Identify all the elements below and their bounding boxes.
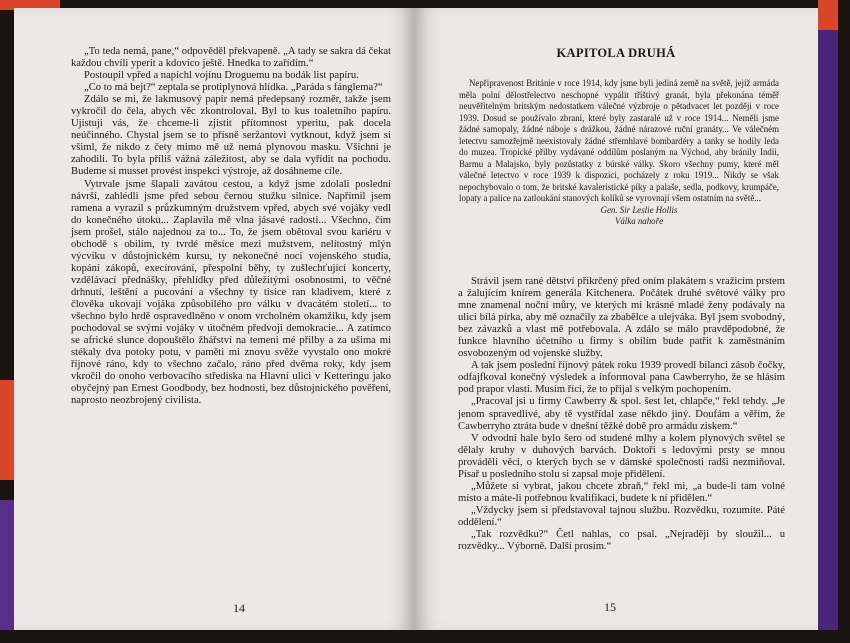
- paragraph: A tak jsem poslední říjnový pátek roku 1939 provedl bilanci zásob čočky, odfajfkoval konečný výsledek a informoval pana Cawberryho, že se hlásím pod prapor vlasti. Musím říci, že to přijal s velkým pochopením.: [458, 360, 785, 396]
- epigraph: [459, 78, 779, 228]
- paragraph: „Vždycky jsem si představoval tajnou službu. Rozvědku, rozumíte. Páté oddělení.“: [458, 504, 785, 528]
- cover-right-purple-edge: [818, 30, 838, 630]
- paragraph: Strávil jsem rané dětství přikrčený před oním plakátem s vražicím prstem a žalujícím knírem generála Kitchenera. Počátek druhé světové války pro mne znamenal noční můry, ve kterých mi krásné mladé ženy podávaly na ulici bílá pírka, aby mě označily za zbabělce a ulejváka. Byl jsem svobodný, bez závazků a vlast mě potřebovala. A zdálo se málo pravděpodobné, že funkce hlavního účetního u firmy s obilím bude patřit k zaměstnáním osvobozeným od vojenské služby.: [458, 276, 785, 360]
- paragraph: „Tak rozvědku?“ Četl nahlas, co psal. „Nejraději by sloužil... u rozvědky... Výborně. Další prosím.“: [458, 528, 785, 553]
- paragraph: „Pracoval jsi u firmy Cawberry & spol. šest let, chlapče,“ řekl tehdy. „Je jenom spravedlivé, aby tě vystřídal zase někdo jiný. Doufám a věřím, že Cawberryho ztráta bude v dnešní těžké době pro armádu ziskem.“: [458, 396, 785, 432]
- page-number-right: 15: [604, 600, 616, 614]
- paragraph: Vytrvale jsme šlapali zavátou cestou, a když jsme zdolali poslední návrší, zahlédli jsme před sebou černou stužku silnice. Napřímil jsem ramena a vyrazil s průzkumným družstvem vpřed, abych své vojáky vedl do konečného útoku... Zaplavila mě vlna jásavé radosti... Všechno, čím jsem prošel, stálo najednou za to... To, že jsem obětoval svou kariéru v obchodě s obilím, ty tvrdé měsíce mezi mužstvem, nelítostný mlýn výcviku v důstojnickém kursu, ty nekonečné noci vojenského studia, kopání zákopů, execírování, přespolní běhy, ty zušlechťující koncerty, vzdělávací přednášky, přehlídky před důležitými osobnostmi, to věčné drhnutí, leštění a pucování a všechny ty tisíce ran kladivem, které z člověka ukovají vojáka způsobilého pro válku v dvacátém století... to všechno bylo hrdě ospravedlněno v onom vrcholném okamžiku, kdy jsem pochodoval se svými vojáky v útočném předvoji demokracie... A zatímco se africké slunce dopouštělo žhářství na temeni mé přilby a za ušima mi stékaly dva potoky potu, v paměti mi znovu svěže vyvstalo ono mokré říjnové ráno, kdy to všechno začalo, ráno před dvěma roky, kdy jsem vkročil do onoho verbovacího střediska na Hlavní ulici v Ketteringu jako obyčejný pan Ernest Goodbody, bez hodnosti, bez důstojnického pověření, naprosto neozbrojený civilista.: [71, 178, 391, 407]
- paragraph: V odvodní hale bylo šero od studené mlhy a kolem plynových světel se dělaly kruhy v duhových barvách. Doktoři s ledovými prsty se mnou prováděli věci, o kterých bych se v dámské společnosti radši nezmiňoval. Písař u posledního stolu si zapsal moje přidělení.: [458, 432, 785, 480]
- epigraph-source: Válka nahoře: [614, 216, 664, 226]
- cover-right-red-edge: [818, 0, 838, 30]
- paragraph: Zdálo se mi, že lakmusový papír nemá předepsaný rozměr, takže jsem vykročil do čela, abych věc zkontroloval. Byl to kus toaletního papíru. Ujistuji vás, že chceme-li zjistit přítomnost yperitu, pak docela neúčinného. Chystal jsem se to přísně seržantovi vytknout, když jsem si všiml, že nikdo z čety mimo mě už nemá plynovou masku. Všichni je zahodili. To byla příliš vážná záležitost, aby se dala vyřídit na pochodu. Budeme si musset provést inspekci výstroje, až dosáhneme cíle.: [71, 94, 391, 178]
- epigraph-author: Gen. Sir Leslie Hollis: [600, 204, 678, 215]
- left-page: [14, 8, 414, 630]
- chapter-title: KAPITOLA DRUHÁ: [556, 46, 676, 60]
- left-page-text: [71, 46, 391, 407]
- paragraph: „To teda nemá, pane,“ odpověděl překvapeně. „A tady se sakra dá čekat každou chvíli yperit a kdovíco ještě. Hnedka to zařídím.“: [71, 46, 391, 70]
- right-page-text: [458, 276, 785, 553]
- paragraph: „Co to má bejt?“ zeptala se protiplynová hlídka. „Paráda s fánglema?“: [84, 82, 383, 94]
- right-page: [414, 8, 818, 630]
- paragraph: „Můžete si vybrat, jakou chcete zbraň,“ řekl mi, „a bude-li tam volné místo a máte-li potřebnou kvalifikaci, budete k ní přidělen.“: [458, 480, 785, 504]
- epigraph-text: Nepřipravenost Británie v roce 1914, kdy jsme byli jediná země na světě, jejíž armáda měla polní dělostřelectvo neschopné vypálit tříštivý granát, byla překonána téměř neuvěřitelným britským nedostatkem válečné výzbroje o pětadvacet let později v roce 1939. Dosud se používalo zbraní, které byly zastaralé už v roce 1914... Neměli jsme žádné samopaly, žádné náboje s drážkou, žádné nárazové ruční granáty... Ve válečném letectvu samozřejmě neexistovaly žádné střemhlavé bombardéry a tanky se hodily leda do muzea. Tropické přilby vydávané oddílům poslaným na Východ, aby bránily Indii, Barmu a Malajsko, byly pozůstatky z búrské války. Skoro všechny pumy, které měl válečné letectvo v roce 1939 k dispozici, pocházely z roku 1919... Nikdy se však nepochybovalo o tom, že britské kavaleristické píky a palaše, sedla, podkovy, krumpáče, lopaty a palice na zatloukání stanových kolíků se vyrovnají všem ostatním na světě...: [459, 78, 779, 203]
- page-number-left: 14: [233, 601, 245, 615]
- paragraph: Postoupil vpřed a napíchl vojínu Droguemu na bodák list papíru.: [84, 70, 359, 82]
